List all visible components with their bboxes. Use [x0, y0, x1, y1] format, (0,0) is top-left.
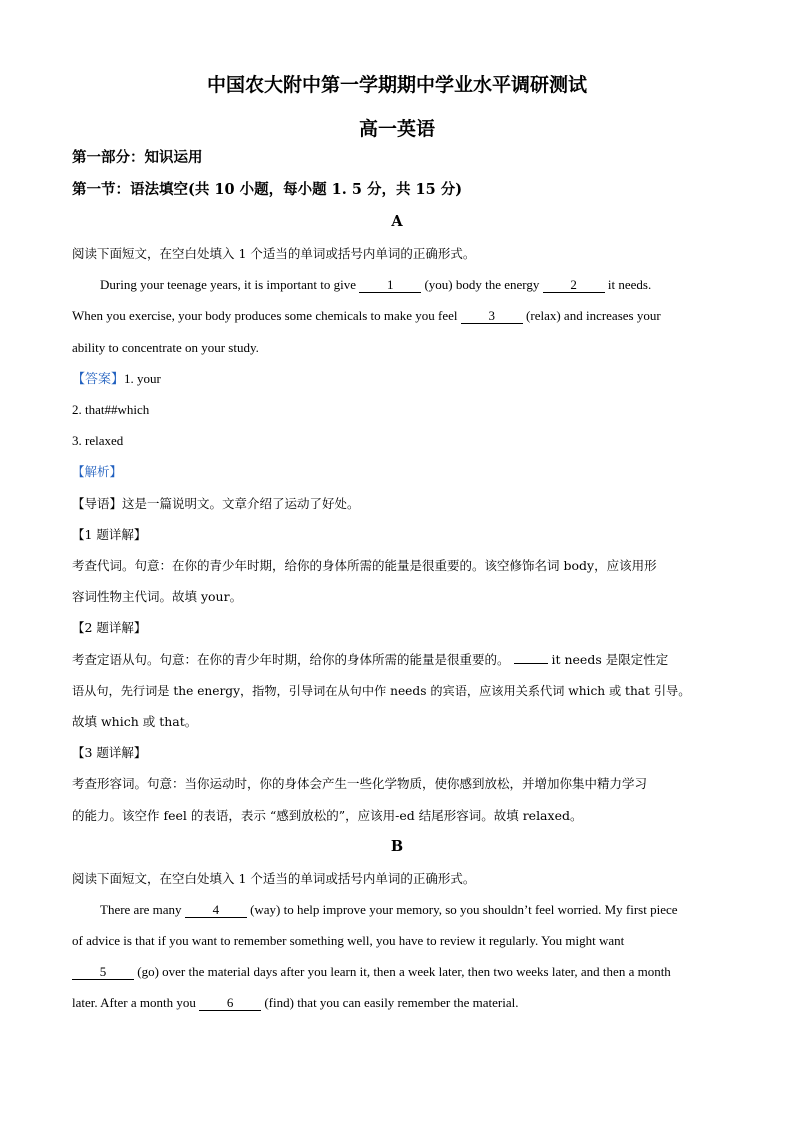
blank-6: 6: [199, 996, 261, 1011]
q3-label: 【3 题详解】: [72, 745, 147, 760]
passage-a-line-3: ability to concentrate on your study.: [72, 340, 259, 355]
answer-line-1: [72, 371, 161, 387]
guide-label: 【导语】: [72, 496, 123, 511]
answer-2: 2. that##which: [72, 402, 150, 417]
q2-text: 考查定语从句。句意：在你的青少年时期，给你的身体所需的能量是很重要的。: [72, 652, 510, 667]
q1-detail-line-1: 考查代词。句意：在你的青少年时期，给你的身体所需的能量是很重要的。该空修饰名词 body，应该用形: [72, 558, 657, 573]
passage-b-line-4: [72, 995, 518, 1011]
q1-detail-line-2: 容词性物主代词。故填 your。: [72, 589, 243, 604]
passage-text: later. After a month you: [72, 995, 196, 1010]
passage-b-line-2: of advice is that if you want to remember something well, you have to review it regularly. You might want: [72, 933, 625, 948]
passage-text: When you exercise, your body produces some chemicals to make you feel: [72, 308, 458, 323]
passage-text: (relax) and increases your: [526, 308, 661, 323]
passage-text: During your teenage years, it is important to give: [100, 277, 356, 292]
q2-detail-line-3: 故填 which 或 that。: [72, 714, 198, 729]
blank-1: 1: [359, 278, 421, 293]
passage-a-label: A: [391, 213, 403, 230]
q3-detail-line-2: 的能力。该空作 feel 的表语，表示 “感到放松的”，应该用-ed 结尾形容词。故填 relaxed。: [72, 808, 583, 823]
blank-5: 5: [72, 965, 134, 980]
blank-4: 4: [185, 903, 247, 918]
q2-detail-line-2: 语从句，先行词是 the energy，指物，引导词在从句中作 needs 的宾语，应该用关系代词 which 或 that 引导。: [72, 684, 691, 698]
q3-detail-line-1: 考查形容词。句意：当你运动时，你的身体会产生一些化学物质，使你感到放松，并增加你集中精力学习: [72, 776, 648, 791]
analysis-label: 【解析】: [72, 464, 123, 479]
passage-text: (you) body the energy: [424, 277, 540, 292]
q2-label: 【2 题详解】: [72, 620, 147, 635]
section-heading: 第一节：语法填空(共 10 小题，每小题 1. 5 分，共 15 分): [72, 181, 463, 198]
passage-a-line-1: [100, 277, 651, 293]
guide-text: 这是一篇说明文。文章介绍了运动了好处。: [122, 496, 360, 511]
passage-text: There are many: [100, 902, 182, 917]
passage-a-instruction: 阅读下面短文，在空白处填入 1 个适当的单词或括号内单词的正确形式。: [72, 246, 476, 261]
passage-b-line-3: [72, 964, 671, 980]
answer-label: 【答案】: [72, 371, 125, 386]
passage-text: (go) over the material days after you learn it, then a week later, then two weeks later, and then a month: [137, 964, 671, 979]
part-heading: 第一部分：知识运用: [72, 149, 203, 166]
passage-b-label: B: [390, 838, 404, 855]
answer-1: 1. your: [124, 371, 161, 386]
blank-3: 3: [461, 309, 523, 324]
passage-text: (way) to help improve your memory, so you shouldn’t feel worried. My first piece: [250, 902, 678, 917]
passage-b-instruction: 阅读下面短文，在空白处填入 1 个适当的单词或括号内单词的正确形式。: [72, 871, 476, 886]
passage-text: (find) that you can easily remember the material.: [264, 995, 519, 1010]
document-title: 中国农大附中第一学期期中学业水平调研测试: [206, 74, 587, 96]
passage-a-line-2: [72, 308, 661, 324]
q1-label: 【1 题详解】: [72, 527, 147, 542]
passage-text: it needs.: [607, 277, 652, 292]
document-subtitle: 高一英语: [358, 118, 435, 140]
guide-line: [72, 496, 360, 512]
q2-detail-line-1: [72, 652, 668, 668]
q2-text: it needs 是限定性定: [551, 652, 669, 667]
blank-2: 2: [543, 278, 605, 293]
q2-blank: [514, 663, 548, 664]
passage-b-line-1: [100, 902, 678, 918]
answer-3: 3. relaxed: [72, 433, 124, 448]
